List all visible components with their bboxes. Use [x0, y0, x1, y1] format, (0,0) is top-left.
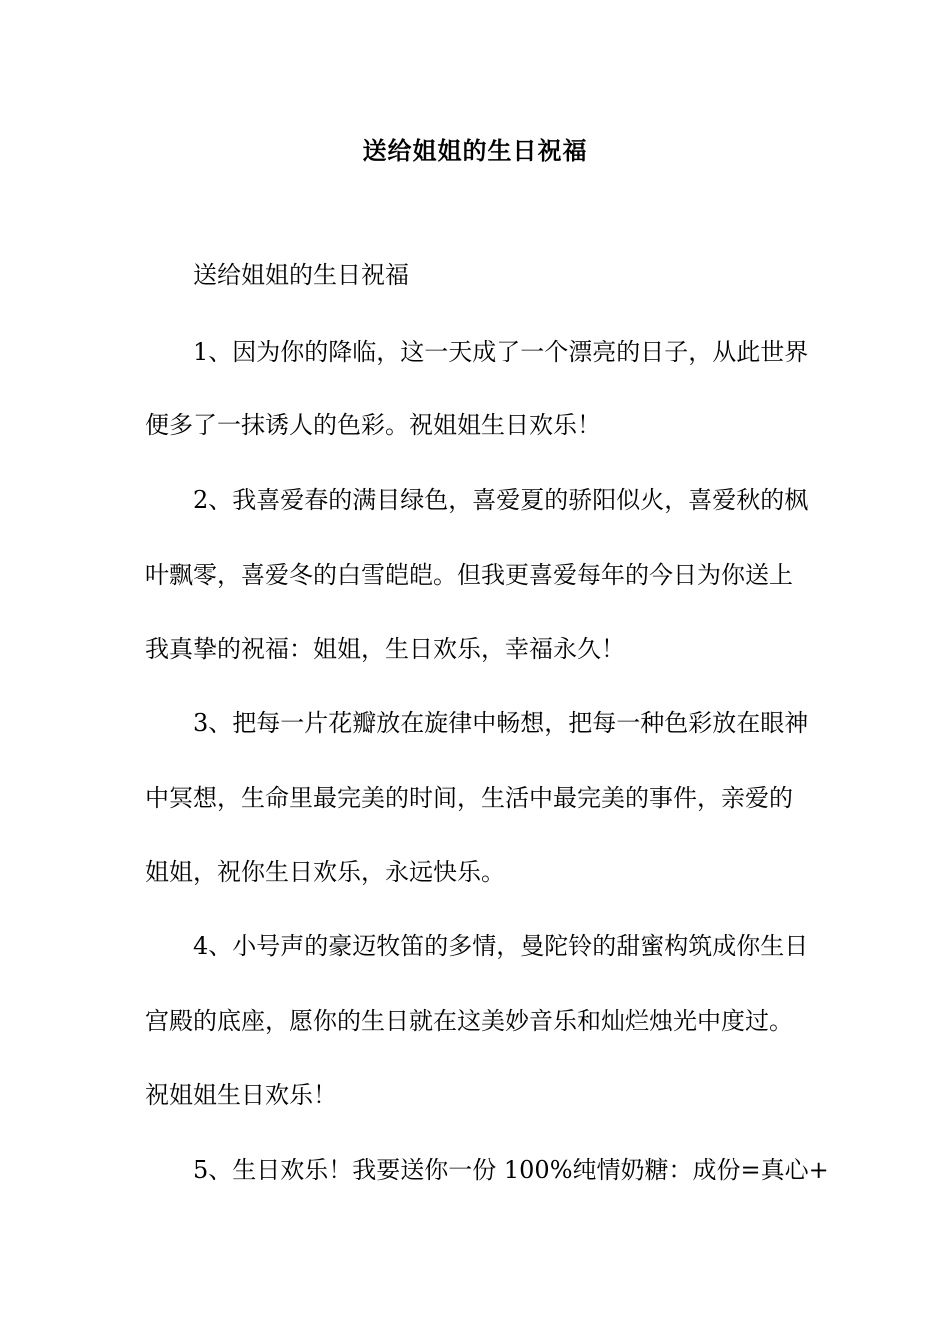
paragraph-1-line-2: 便多了一抹诱人的色彩。祝姐姐生日欢乐！ — [145, 411, 601, 439]
paragraph-2-line-2: 叶飘零，喜爱冬的白雪皑皑。但我更喜爱每年的今日为你送上 — [145, 561, 793, 589]
subtitle-line: 送给姐姐的生日祝福 — [193, 261, 409, 289]
paragraph-2-line-3: 我真挚的祝福：姐姐，生日欢乐，幸福永久！ — [145, 635, 625, 663]
paragraph-3-line-1: 3、把每一片花瓣放在旋律中畅想，把每一种色彩放在眼神 — [193, 709, 809, 737]
paragraph-4-line-2: 宫殿的底座，愿你的生日就在这美妙音乐和灿烂烛光中度过。 — [145, 1007, 793, 1035]
paragraph-4-line-3: 祝姐姐生日欢乐！ — [145, 1081, 337, 1109]
paragraph-1-line-1: 1、因为你的降临，这一天成了一个漂亮的日子，从此世界 — [193, 338, 809, 366]
paragraph-4-line-1: 4、小号声的豪迈牧笛的多情，曼陀铃的甜蜜构筑成你生日 — [193, 932, 809, 960]
paragraph-2-line-1: 2、我喜爱春的满目绿色，喜爱夏的骄阳似火，喜爱秋的枫 — [193, 486, 809, 514]
paragraph-3-line-2: 中冥想，生命里最完美的时间，生活中最完美的事件，亲爱的 — [145, 784, 793, 812]
paragraph-3-line-3: 姐姐，祝你生日欢乐，永远快乐。 — [145, 858, 505, 886]
paragraph-5-line-1: 5、生日欢乐！我要送你一份 100%纯情奶糖：成份=真心+ — [193, 1156, 829, 1184]
document-title: 送给姐姐的生日祝福 — [362, 136, 588, 165]
